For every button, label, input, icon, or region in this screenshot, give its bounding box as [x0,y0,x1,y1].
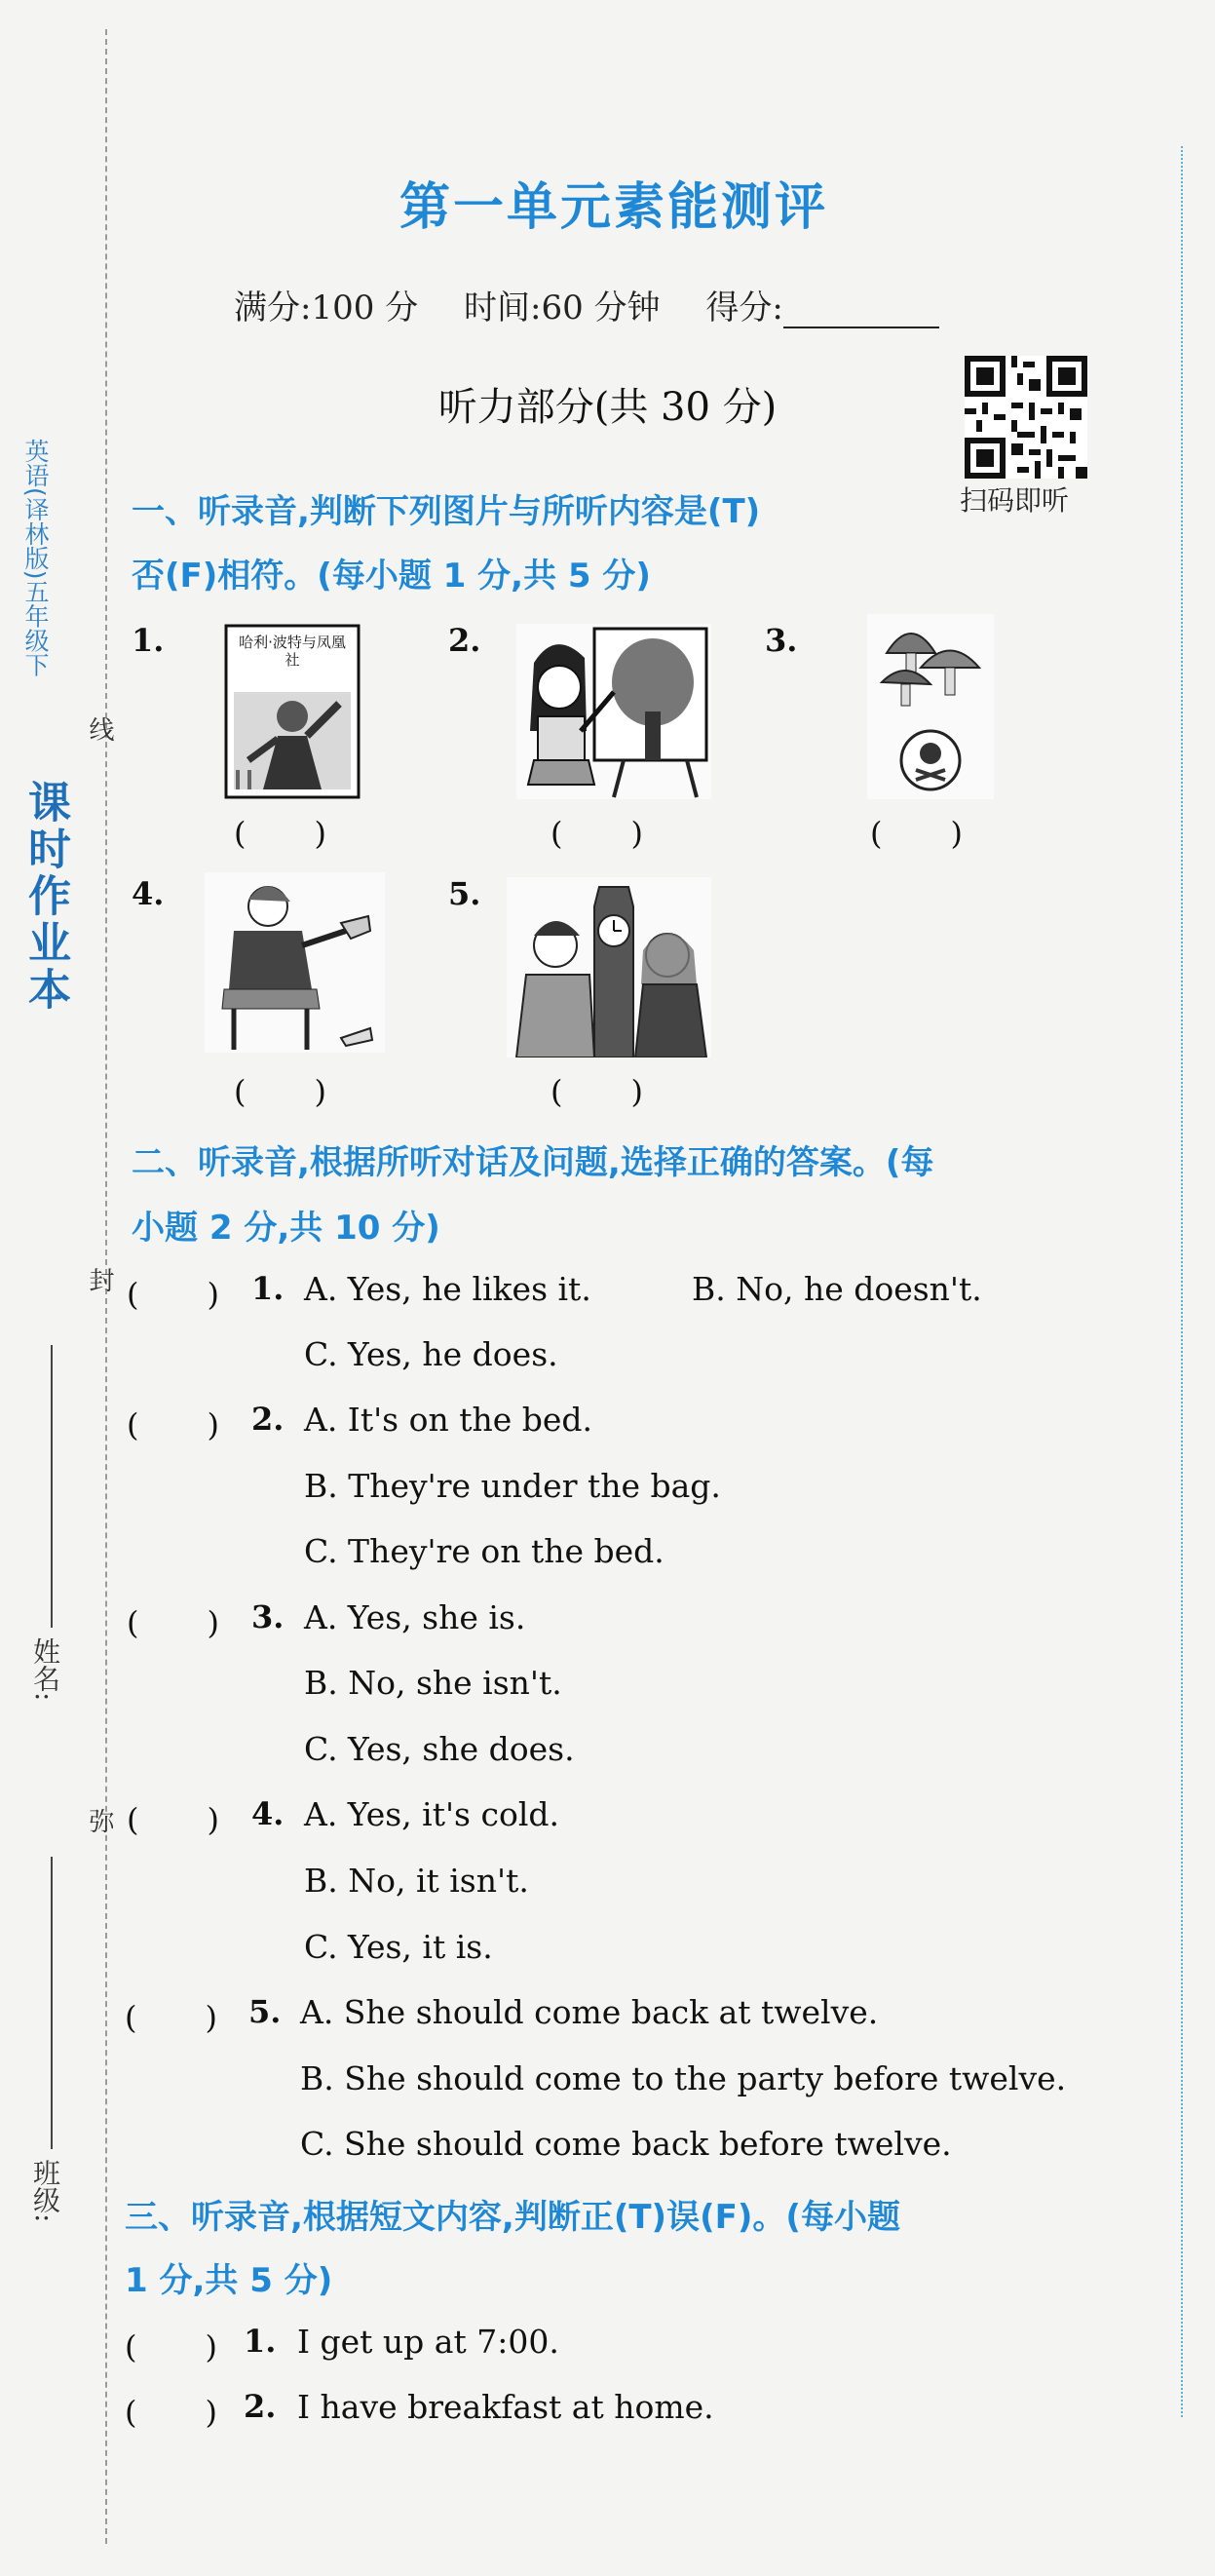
time-limit: 时间:60 分钟 [463,288,661,327]
option-b: B. No, it isn't. [304,1862,529,1900]
score-label: 得分: [705,288,783,327]
option-c: C. She should come back before twelve. [300,2125,952,2163]
answer-paren[interactable]: ( ) [127,1604,221,1641]
item-number: 1. [244,2323,277,2360]
class-field-label: 班级: [29,2159,61,2223]
name-field-line[interactable] [51,1345,53,1628]
bind-char-xian: 线 [85,716,114,742]
option-c: C. Yes, it is. [304,1928,493,1966]
question-number: 1. [251,1270,285,1307]
item-number: 2. [244,2388,277,2425]
option-a: A. Yes, she is. [304,1598,526,1636]
bind-char-mi: 弥 [85,1808,114,1833]
cinderella-shoe-picture [205,872,385,1053]
answer-paren[interactable]: ( ) [127,1406,221,1443]
statement-text: I have breakfast at home. [297,2388,714,2426]
answer-paren[interactable]: ( ) [127,1276,221,1313]
bind-char-feng: 封 [85,1267,114,1292]
option-c: C. They're on the bed. [304,1532,664,1570]
listening-heading: 听力部分(共 30 分) [437,385,778,430]
exam-meta [234,281,974,328]
mushrooms-poison-picture [867,614,994,799]
class-field-line[interactable] [51,1857,53,2149]
option-a: A. She should come back at twelve. [300,1993,879,2031]
option-b: B. She should come to the party before twelve. [300,2059,1067,2097]
question-number: 4. [251,1795,285,1832]
score-blank[interactable] [783,293,939,328]
option-a: A. It's on the bed. [304,1401,593,1439]
picture-number: 1. [132,622,165,659]
answer-paren[interactable]: ( ) [870,815,965,852]
page-title: 第一单元素能测评 [399,178,828,237]
question-number: 2. [251,1401,285,1438]
option-b: B. No, he doesn't. [692,1270,982,1308]
qr-code-icon[interactable] [965,356,1087,479]
part1-heading-line2: 否(F)相符。(每小题 1 分,共 5 分) [132,557,651,596]
clock-tower-couple-picture [507,877,711,1057]
brand-logo: 课时作业本 [20,780,70,1014]
margin-dotted-line [1181,146,1183,2417]
part2-heading-line2: 小题 2 分,共 10 分) [132,1209,440,1248]
answer-paren[interactable]: ( ) [551,1073,645,1110]
answer-paren[interactable]: ( ) [551,815,645,852]
option-a: A. Yes, he likes it. [304,1270,591,1308]
option-a: A. Yes, it's cold. [304,1795,560,1833]
picture-number: 5. [448,875,481,912]
series-label: 英语(译林版)五年级下 [21,439,50,677]
answer-paren[interactable]: ( ) [125,2394,219,2431]
picture-number: 2. [448,622,481,659]
answer-paren[interactable]: ( ) [125,1999,219,2036]
picture-number: 4. [132,875,165,912]
answer-paren[interactable]: ( ) [234,1073,328,1110]
name-field-label: 姓名: [29,1637,61,1702]
question-number: 5. [248,1993,282,2030]
picture-number: 3. [765,622,798,659]
girl-painting-tree-picture [516,624,711,799]
option-c: C. Yes, she does. [304,1730,575,1768]
part3-heading-line1: 三、听录音,根据短文内容,判断正(T)误(F)。(每小题 [125,2198,900,2237]
option-c: C. Yes, he does. [304,1335,558,1373]
book-cover-title: 哈利·波特与凤凰社 [239,634,346,669]
part2-heading-line1: 二、听录音,根据所听对话及问题,选择正确的答案。(每 [132,1143,934,1182]
question-number: 3. [251,1598,285,1635]
answer-paren[interactable]: ( ) [127,1801,221,1838]
option-b: B. They're under the bag. [304,1467,721,1505]
answer-paren[interactable]: ( ) [125,2328,219,2365]
statement-text: I get up at 7:00. [297,2323,559,2361]
part1-heading-line1: 一、听录音,判断下列图片与所听内容是(T) [132,492,761,531]
option-b: B. No, she isn't. [304,1664,562,1702]
full-score: 满分:100 分 [234,288,419,327]
answer-paren[interactable]: ( ) [234,815,328,852]
part3-heading-line2: 1 分,共 5 分) [125,2261,333,2300]
qr-label: 扫码即听 [960,484,1070,517]
